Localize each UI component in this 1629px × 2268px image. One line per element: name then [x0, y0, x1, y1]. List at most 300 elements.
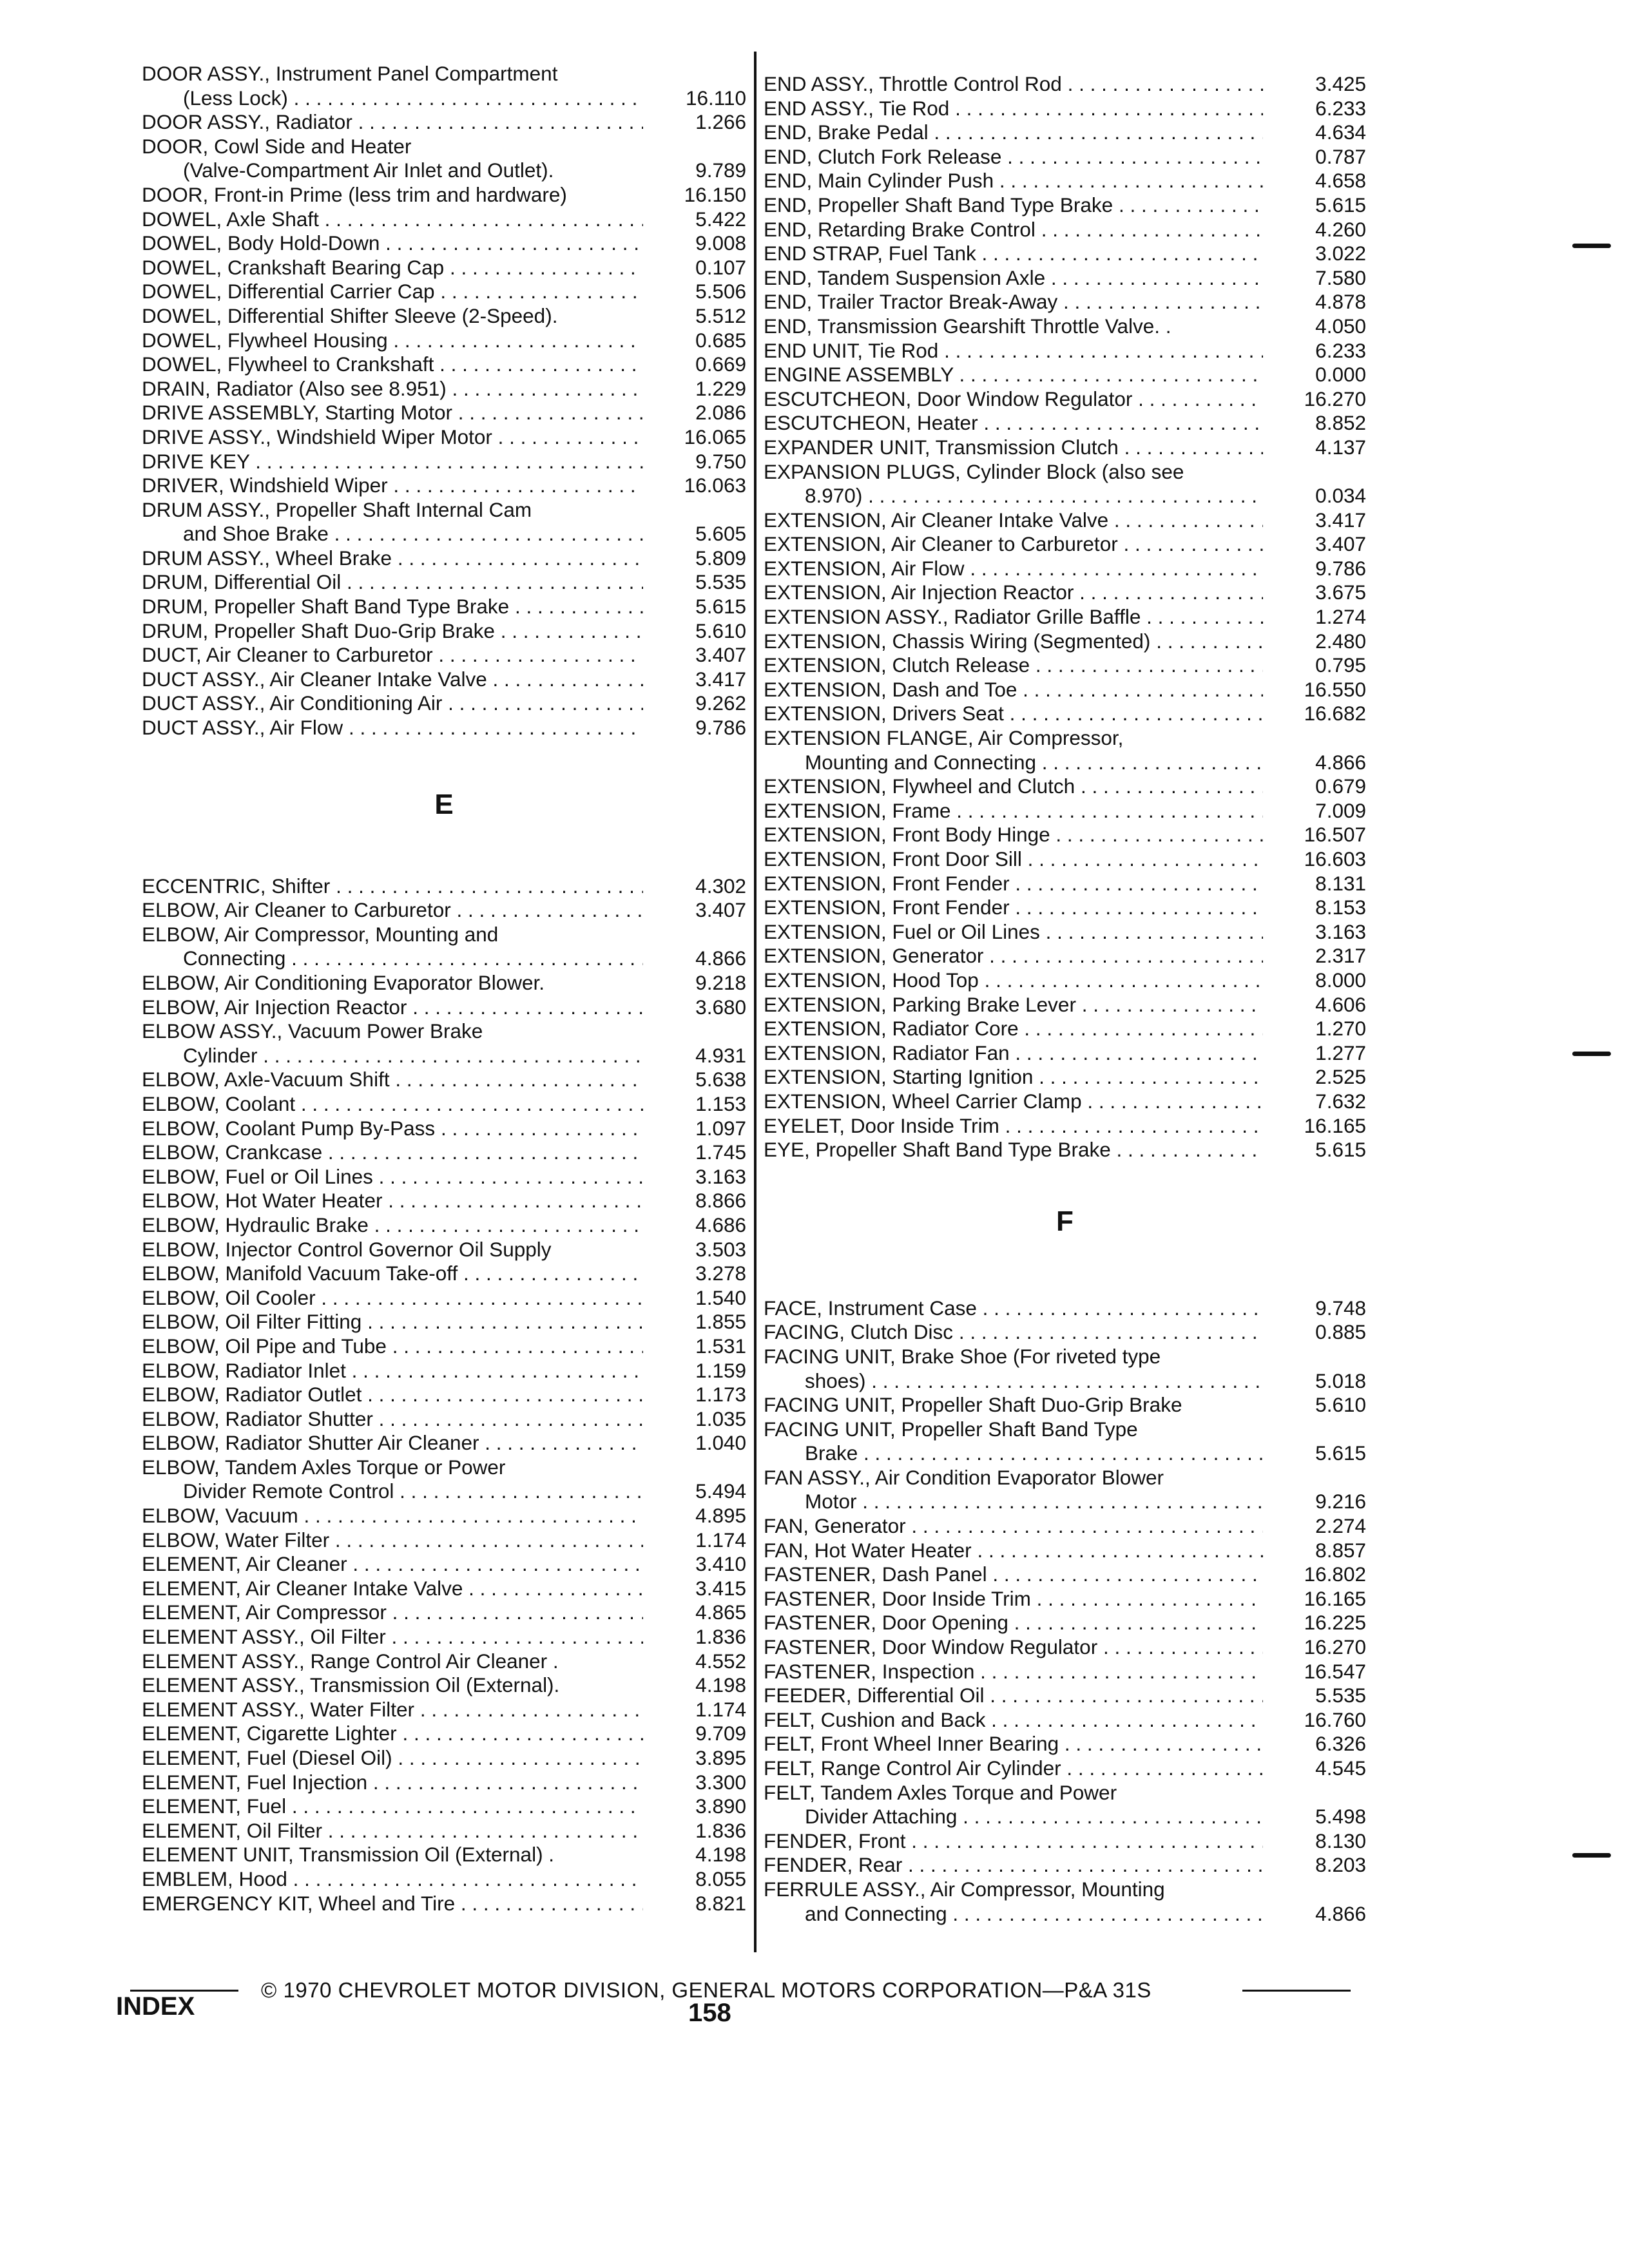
footer-rule-right: [1242, 1990, 1351, 1992]
entry-text: ELBOW, Oil Cooler . . .: [142, 1286, 643, 1311]
entry-text: ELBOW, Tandem Axles Torque or Power: [142, 1455, 506, 1479]
index-entry: [764, 896, 1366, 920]
entry-text: ELBOW ASSY., Vacuum Power Brake: [142, 1019, 483, 1043]
entry-text: ECCENTRIC, Shifter . . .: [142, 874, 643, 899]
entry-text: DOWEL, Differential Shifter Sleeve (2-Speed).: [142, 303, 558, 327]
index-entry: [764, 968, 1366, 993]
entry-text: ELBOW, Manifold Vacuum Take-off . . .: [142, 1262, 643, 1286]
index-entry: [142, 110, 746, 135]
entry-page-ref: 16.110: [685, 86, 746, 110]
index-entry: [142, 1359, 746, 1383]
entry-page-ref: 16.150: [684, 182, 746, 206]
index-entry: [764, 1732, 1366, 1756]
entry-page-ref: 8.821: [695, 1891, 746, 1915]
entry-page-ref: 1.274: [1315, 605, 1366, 629]
index-entry: [142, 947, 746, 971]
entry-text: ELEMENT ASSY., Oil Filter . . .: [142, 1625, 643, 1649]
index-entry: [764, 145, 1366, 169]
index-entry: [764, 1441, 1366, 1466]
index-entry: [142, 1528, 746, 1553]
entry-text: EXTENSION, Hood Top . . .: [764, 968, 1263, 993]
entry-page-ref: 5.512: [695, 303, 746, 327]
entry-page-ref: 8.130: [1315, 1829, 1366, 1852]
index-entry: [142, 377, 746, 401]
index-list-e: [142, 874, 746, 1916]
index-entry: [142, 1068, 746, 1092]
index-entry: [142, 1407, 746, 1432]
entry-text: ELEMENT, Air Compressor . . .: [142, 1600, 643, 1625]
entry-text: ESCUTCHEON, Heater . . .: [764, 411, 1263, 436]
index-entry: [764, 1805, 1366, 1829]
entry-page-ref: 4.552: [695, 1649, 746, 1673]
index-entry: [142, 691, 746, 716]
entry-text: EXTENSION, Generator . . .: [764, 944, 1263, 968]
index-entry: [142, 995, 746, 1020]
entry-page-ref: 4.198: [695, 1843, 746, 1867]
entry-text: Brake . . .: [764, 1441, 1263, 1466]
entry-page-ref: 9.748: [1315, 1296, 1366, 1320]
entry-page-ref: 9.218: [695, 971, 746, 994]
entry-page-ref: 9.216: [1315, 1490, 1366, 1514]
index-list-e-continued: [764, 72, 1366, 1162]
entry-text: ELEMENT, Fuel (Diesel Oil) . . .: [142, 1746, 643, 1771]
index-entry: [142, 159, 746, 183]
index-entry: [764, 1611, 1366, 1635]
entry-page-ref: 3.407: [1315, 532, 1366, 556]
index-entry: [142, 570, 746, 595]
entry-page-ref: 4.895: [695, 1504, 746, 1528]
index-entry: [764, 605, 1366, 629]
entry-page-ref: 3.675: [1315, 581, 1366, 604]
entry-text: DOWEL, Differential Carrier Cap . . .: [142, 280, 643, 304]
index-entry: [764, 484, 1366, 508]
entry-page-ref: 3.417: [695, 667, 746, 691]
entry-page-ref: 3.278: [695, 1262, 746, 1285]
entry-text: DRUM ASSY., Propeller Shaft Internal Cam: [142, 497, 532, 521]
entry-text: ELBOW, Radiator Outlet . . .: [142, 1383, 643, 1407]
entry-page-ref: 4.137: [1315, 435, 1366, 459]
entry-text: FACING UNIT, Propeller Shaft Duo-Grip Brake: [764, 1393, 1182, 1417]
entry-text: Connecting . . .: [142, 947, 643, 971]
entry-text: DRIVER, Windshield Wiper . . .: [142, 474, 643, 498]
entry-text: FELT, Tandem Axles Torque and Power: [764, 1780, 1117, 1804]
entry-text: DUCT ASSY., Air Cleaner Intake Valve . . .: [142, 668, 643, 692]
index-entry: [142, 668, 746, 692]
index-entry: [142, 231, 746, 256]
entry-page-ref: 0.107: [695, 255, 746, 279]
entry-text: DOWEL, Crankshaft Bearing Cap . . .: [142, 256, 643, 280]
entry-text: END ASSY., Throttle Control Rod . . .: [764, 72, 1263, 97]
index-entry: [764, 774, 1366, 799]
entry-page-ref: 4.198: [695, 1673, 746, 1697]
entry-page-ref: 7.580: [1315, 265, 1366, 289]
index-entry: [142, 1746, 746, 1771]
entry-text: END, Retarding Brake Control . . .: [764, 218, 1263, 242]
index-entry: [142, 643, 746, 668]
index-entry: [142, 1600, 746, 1625]
entry-text: EXTENSION, Frame . . .: [764, 799, 1263, 823]
entry-text: EXTENSION, Chassis Wiring (Segmented) . . .: [764, 629, 1263, 654]
entry-text: FENDER, Front . . .: [764, 1829, 1263, 1854]
entry-text: ELBOW, Radiator Shutter . . .: [142, 1407, 643, 1432]
footer-index-label: INDEX: [116, 1992, 195, 2021]
index-entry: [764, 1418, 1366, 1442]
entry-text: (Valve-Compartment Air Inlet and Outlet).: [183, 159, 554, 182]
index-entry: [142, 183, 746, 207]
index-entry: [764, 1514, 1366, 1539]
entry-text: ELEMENT ASSY., Transmission Oil (External).: [142, 1673, 560, 1697]
index-entry: [764, 218, 1366, 242]
entry-page-ref: 5.494: [695, 1479, 746, 1503]
entry-text: END, Brake Pedal . . .: [764, 120, 1263, 145]
index-entry: [764, 557, 1366, 581]
index-entry: [142, 1310, 746, 1334]
entry-page-ref: 4.866: [1315, 1901, 1366, 1925]
entry-text: Mounting and Connecting . . .: [764, 751, 1263, 775]
entry-page-ref: 9.262: [695, 691, 746, 715]
entry-page-ref: 16.802: [1304, 1562, 1366, 1586]
index-entry: [142, 1456, 746, 1480]
entry-text: DRIVE ASSY., Windshield Wiper Motor . . .: [142, 425, 643, 450]
entry-page-ref: 5.535: [695, 570, 746, 594]
entry-text: END, Clutch Fork Release . . .: [764, 145, 1263, 169]
entry-text: ESCUTCHEON, Door Window Regulator . . .: [764, 387, 1263, 412]
section-gap: [142, 740, 746, 785]
entry-page-ref: 1.153: [695, 1091, 746, 1115]
entry-text: Divider Attaching . . .: [764, 1805, 1263, 1829]
entry-page-ref: 0.787: [1315, 144, 1366, 168]
entry-page-ref: 0.000: [1315, 363, 1366, 387]
entry-text: EXPANDER UNIT, Transmission Clutch . . .: [764, 436, 1263, 460]
entry-text: shoes) . . .: [764, 1369, 1263, 1394]
entry-text: DOWEL, Body Hold-Down . . .: [142, 231, 643, 256]
index-entry: [764, 1345, 1366, 1369]
entry-page-ref: 1.836: [695, 1818, 746, 1842]
entry-text: ELBOW, Crankcase . . .: [142, 1140, 643, 1165]
index-entry: [142, 1722, 746, 1746]
entry-page-ref: 1.855: [695, 1310, 746, 1334]
index-entry: [764, 581, 1366, 605]
entry-text: ELEMENT, Air Cleaner Intake Valve . . .: [142, 1577, 643, 1601]
entry-text: END ASSY., Tie Rod . . .: [764, 97, 1263, 121]
index-entry: [142, 1334, 746, 1359]
entry-page-ref: 7.632: [1315, 1089, 1366, 1113]
entry-page-ref: 6.233: [1315, 338, 1366, 362]
index-entry: [142, 1625, 746, 1649]
entry-page-ref: 16.270: [1304, 1635, 1366, 1659]
entry-page-ref: 5.498: [1315, 1805, 1366, 1829]
entry-page-ref: 1.173: [695, 1383, 746, 1407]
index-entry: [764, 1562, 1366, 1587]
index-entry: [142, 923, 746, 947]
entry-text: EXTENSION FLANGE, Air Compressor,: [764, 726, 1124, 750]
entry-page-ref: 9.786: [1315, 556, 1366, 580]
entry-page-ref: 1.531: [695, 1334, 746, 1358]
entry-page-ref: 8.131: [1315, 871, 1366, 895]
index-entry: [142, 474, 746, 498]
entry-page-ref: 8.153: [1315, 896, 1366, 919]
entry-text: DOOR ASSY., Radiator . . .: [142, 110, 643, 135]
index-entry: [142, 1262, 746, 1286]
index-entry: [142, 1577, 746, 1601]
index-entry: [764, 847, 1366, 872]
entry-text: EXTENSION, Dash and Toe . . .: [764, 678, 1263, 702]
entry-page-ref: 5.615: [695, 595, 746, 619]
entry-text: DOOR, Cowl Side and Heater: [142, 134, 412, 158]
index-entry: [142, 619, 746, 644]
entry-page-ref: 5.422: [695, 207, 746, 231]
entry-text: EXTENSION, Front Fender . . .: [764, 872, 1263, 896]
index-entry: [764, 411, 1366, 436]
index-entry: [764, 1635, 1366, 1660]
entry-text: ELBOW, Oil Filter Fitting . . .: [142, 1310, 643, 1334]
entry-text: EXPANSION PLUGS, Cylinder Block (also see: [764, 459, 1184, 483]
binding-hole-mark: [1572, 244, 1611, 248]
entry-text: EMBLEM, Hood . . .: [142, 1867, 643, 1892]
entry-page-ref: 1.174: [695, 1697, 746, 1721]
entry-text: ELEMENT, Fuel . . .: [142, 1794, 643, 1819]
entry-page-ref: 0.685: [695, 328, 746, 352]
section-gap: [764, 1241, 1366, 1296]
entry-page-ref: 2.086: [695, 401, 746, 425]
entry-page-ref: 16.063: [684, 474, 746, 497]
entry-page-ref: 5.809: [695, 546, 746, 570]
index-entry: [142, 1044, 746, 1068]
entry-text: FASTENER, Door Window Regulator . . .: [764, 1635, 1263, 1660]
index-entry: [142, 1092, 746, 1117]
index-entry: [764, 1320, 1366, 1345]
entry-text: ELEMENT, Air Cleaner . . .: [142, 1552, 643, 1577]
index-entry: [764, 508, 1366, 533]
index-entry: [764, 872, 1366, 896]
index-list-d: [142, 62, 746, 740]
entry-text: EYE, Propeller Shaft Band Type Brake . . .: [764, 1138, 1263, 1162]
entry-page-ref: 5.018: [1315, 1369, 1366, 1392]
entry-text: EXTENSION, Front Fender . . .: [764, 896, 1263, 920]
entry-text: EXTENSION, Parking Brake Lever . . .: [764, 993, 1263, 1017]
entry-page-ref: 1.745: [695, 1140, 746, 1164]
entry-page-ref: 4.606: [1315, 992, 1366, 1016]
index-entry: [142, 86, 746, 111]
entry-text: EXTENSION, Air Flow . . .: [764, 557, 1263, 581]
entry-page-ref: 1.540: [695, 1285, 746, 1309]
entry-text: EXTENSION, Air Cleaner Intake Valve . . .: [764, 508, 1263, 533]
entry-page-ref: 0.885: [1315, 1320, 1366, 1344]
index-entry: [764, 1587, 1366, 1611]
index-entry: [142, 207, 746, 232]
entry-text: ELBOW, Oil Pipe and Tube . . .: [142, 1334, 643, 1359]
index-entry: [764, 1539, 1366, 1563]
index-entry: [142, 1431, 746, 1456]
footer-copyright: © 1970 CHEVROLET MOTOR DIVISION, GENERAL MOTORS CORPORATION—P&A 31S: [261, 1978, 1152, 2002]
entry-page-ref: 4.545: [1315, 1756, 1366, 1780]
index-entry: [764, 944, 1366, 968]
index-entry: [764, 1296, 1366, 1321]
entry-text: (Less Lock) . . .: [142, 86, 643, 111]
entry-text: FELT, Range Control Air Cylinder . . .: [764, 1756, 1263, 1781]
index-entry: [764, 920, 1366, 945]
index-entry: [142, 1771, 746, 1795]
entry-page-ref: 2.317: [1315, 944, 1366, 968]
index-entry: [142, 1794, 746, 1819]
index-entry: [764, 726, 1366, 751]
entry-page-ref: 1.174: [695, 1528, 746, 1552]
entry-text: FASTENER, Dash Panel . . .: [764, 1562, 1263, 1587]
column-divider: [754, 52, 757, 1952]
entry-page-ref: 16.225: [1304, 1611, 1366, 1635]
entry-page-ref: 0.669: [695, 352, 746, 376]
entry-page-ref: 4.866: [695, 947, 746, 970]
index-entry: [764, 290, 1366, 314]
index-entry: [764, 1490, 1366, 1514]
index-entry: [764, 363, 1366, 387]
entry-text: ELBOW, Coolant . . .: [142, 1092, 643, 1117]
entry-text: EXTENSION, Wheel Carrier Clamp . . .: [764, 1090, 1263, 1114]
index-entry: [764, 629, 1366, 654]
entry-page-ref: 4.866: [1315, 750, 1366, 774]
entry-page-ref: 16.760: [1304, 1707, 1366, 1731]
entry-page-ref: 3.680: [695, 995, 746, 1019]
entry-page-ref: 3.415: [695, 1576, 746, 1600]
index-entry: [142, 1238, 746, 1262]
entry-text: FEEDER, Differential Oil . . .: [764, 1684, 1263, 1708]
index-entry: [142, 1504, 746, 1528]
entry-page-ref: 3.425: [1315, 72, 1366, 95]
entry-text: DRUM ASSY., Wheel Brake . . .: [142, 546, 643, 571]
entry-text: DUCT, Air Cleaner to Carburetor . . .: [142, 643, 643, 668]
entry-text: ELBOW, Axle-Vacuum Shift . . .: [142, 1068, 643, 1092]
index-entry: [764, 653, 1366, 678]
entry-text: EXTENSION, Front Body Hinge . . .: [764, 823, 1263, 847]
entry-text: DRAIN, Radiator (Also see 8.951) . . .: [142, 377, 643, 401]
entry-text: EXTENSION, Starting Ignition . . .: [764, 1065, 1263, 1090]
entry-page-ref: 8.203: [1315, 1853, 1366, 1877]
entry-page-ref: 3.163: [695, 1164, 746, 1188]
entry-page-ref: 5.610: [695, 619, 746, 642]
index-entry: [142, 329, 746, 353]
entry-page-ref: 5.615: [1315, 193, 1366, 216]
entry-text: END UNIT, Tie Rod . . .: [764, 339, 1263, 363]
left-column: [142, 62, 746, 1916]
entry-text: EXTENSION, Air Cleaner to Carburetor . . .: [764, 532, 1263, 557]
entry-text: ELBOW, Water Filter . . .: [142, 1528, 643, 1553]
entry-text: FACING UNIT, Brake Shoe (For riveted type: [764, 1344, 1161, 1368]
index-entry: [764, 678, 1366, 702]
index-entry: [142, 1165, 746, 1189]
entry-text: ELBOW, Vacuum . . .: [142, 1504, 643, 1528]
index-entry: [142, 1019, 746, 1044]
entry-page-ref: 4.931: [695, 1043, 746, 1067]
index-entry: [764, 1853, 1366, 1878]
entry-page-ref: 1.097: [695, 1116, 746, 1140]
index-entry: [142, 498, 746, 523]
entry-text: FACING, Clutch Disc . . .: [764, 1320, 1263, 1345]
entry-page-ref: 8.055: [695, 1867, 746, 1890]
index-entry: [142, 425, 746, 450]
entry-text: EXTENSION, Front Door Sill . . .: [764, 847, 1263, 872]
index-entry: [764, 460, 1366, 485]
entry-page-ref: 9.008: [695, 231, 746, 255]
entry-text: ENGINE ASSEMBLY . . .: [764, 363, 1263, 387]
entry-page-ref: 16.165: [1304, 1113, 1366, 1137]
index-entry: [764, 1708, 1366, 1733]
index-entry: [764, 799, 1366, 823]
index-entry: [764, 1902, 1366, 1927]
entry-page-ref: 3.410: [695, 1552, 746, 1576]
index-entry: [764, 266, 1366, 291]
entry-page-ref: 2.480: [1315, 629, 1366, 653]
entry-text: DRUM, Propeller Shaft Band Type Brake . . .: [142, 595, 643, 619]
index-entry: [142, 546, 746, 571]
index-entry: [142, 1698, 746, 1722]
entry-page-ref: 16.550: [1304, 677, 1366, 701]
right-column: [764, 72, 1366, 1926]
entry-page-ref: 0.795: [1315, 653, 1366, 677]
index-entry: [142, 1649, 746, 1674]
section-gap: [764, 1162, 1366, 1202]
index-entry: [142, 1867, 746, 1892]
index-entry: [142, 1843, 746, 1867]
entry-text: EXTENSION, Radiator Fan . . .: [764, 1041, 1263, 1066]
index-entry: [764, 1878, 1366, 1902]
entry-text: ELBOW, Radiator Shutter Air Cleaner . . .: [142, 1431, 643, 1456]
index-entry: [142, 522, 746, 546]
index-entry: [142, 1819, 746, 1843]
index-entry: [764, 1114, 1366, 1139]
entry-text: FAN, Generator . . .: [764, 1514, 1263, 1539]
entry-page-ref: 5.638: [695, 1068, 746, 1091]
entry-page-ref: 1.836: [695, 1625, 746, 1649]
index-entry: [764, 1781, 1366, 1805]
entry-text: END, Main Cylinder Push . . .: [764, 169, 1263, 193]
index-entry: [764, 339, 1366, 363]
index-entry: [142, 352, 746, 377]
entry-text: ELBOW, Air Conditioning Evaporator Blower.: [142, 971, 545, 994]
entry-page-ref: 16.682: [1304, 702, 1366, 726]
entry-text: ELBOW, Hot Water Heater . . .: [142, 1189, 643, 1213]
index-entry: [764, 1041, 1366, 1066]
entry-text: END, Trailer Tractor Break-Away . . .: [764, 290, 1263, 314]
entry-page-ref: 16.507: [1304, 823, 1366, 847]
entry-page-ref: 3.503: [695, 1237, 746, 1261]
index-entry: [764, 97, 1366, 121]
entry-text: ELEMENT, Fuel Injection . . .: [142, 1771, 643, 1795]
entry-text: ELBOW, Injector Control Governor Oil Supply: [142, 1237, 552, 1261]
index-list-f: [764, 1296, 1366, 1926]
index-entry: [764, 993, 1366, 1017]
index-entry: [142, 280, 746, 304]
entry-page-ref: 0.034: [1315, 484, 1366, 508]
index-entry: [764, 1017, 1366, 1041]
entry-page-ref: 4.878: [1315, 290, 1366, 314]
entry-text: FELT, Cushion and Back . . .: [764, 1708, 1263, 1733]
index-entry: [764, 1756, 1366, 1781]
entry-page-ref: 3.163: [1315, 919, 1366, 943]
index-entry: [764, 120, 1366, 145]
entry-text: FACING UNIT, Propeller Shaft Band Type: [764, 1417, 1138, 1441]
index-entry: [764, 1829, 1366, 1854]
entry-text: DOWEL, Axle Shaft . . .: [142, 207, 643, 232]
entry-page-ref: 8.866: [695, 1189, 746, 1213]
entry-text: DUCT ASSY., Air Flow . . .: [142, 716, 643, 740]
entry-text: DRIVE KEY . . .: [142, 450, 643, 474]
index-entry: [142, 971, 746, 995]
index-entry: [764, 1393, 1366, 1418]
entry-text: Cylinder . . .: [142, 1044, 643, 1068]
entry-text: ELEMENT UNIT, Transmission Oil (External) .: [142, 1843, 555, 1867]
entry-text: FACE, Instrument Case . . .: [764, 1296, 1263, 1321]
entry-page-ref: 2.274: [1315, 1514, 1366, 1538]
